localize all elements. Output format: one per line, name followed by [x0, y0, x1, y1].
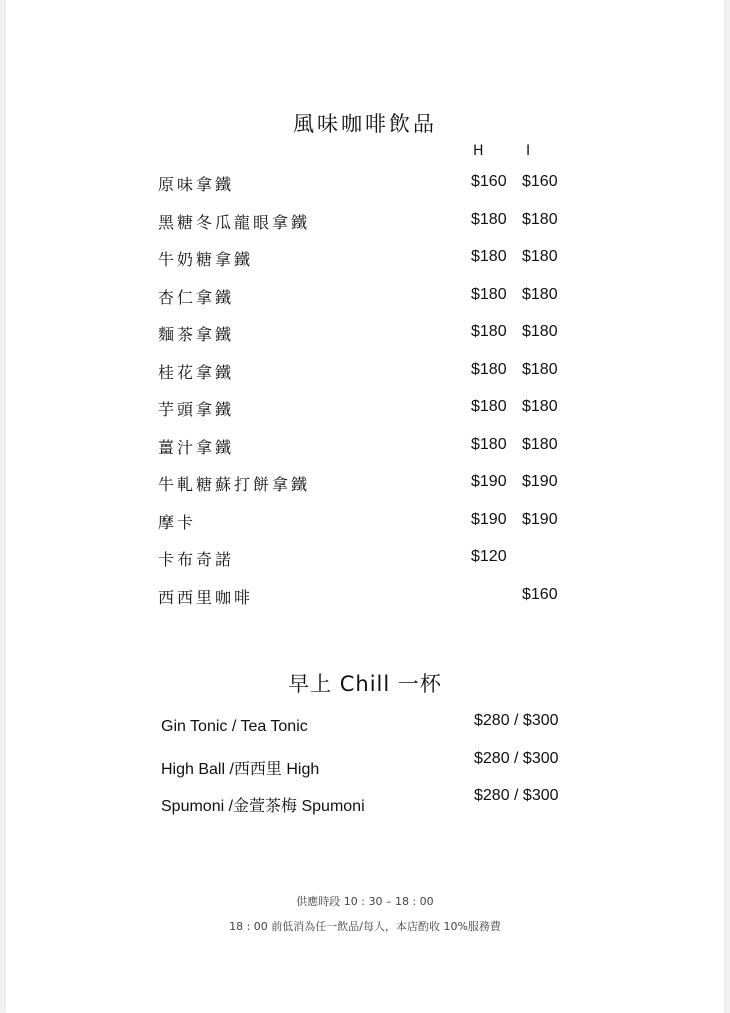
item-name: 西西里咖啡: [158, 587, 254, 607]
menu-item: [6, 283, 724, 321]
iced-price: $180: [522, 398, 558, 415]
coffee-menu-list: [6, 170, 724, 620]
item-price: $280 / $300: [474, 749, 559, 767]
item-name: High Ball /西西里 High: [161, 760, 320, 778]
item-name: 杏仁拿鐵: [158, 287, 235, 307]
menu-item: [6, 433, 724, 471]
iced-price: $190: [522, 510, 558, 528]
item-name: 摩卡: [158, 512, 197, 532]
minimum-charge-note: 18 : 00 前低消為任一飲品/每人，本店酌收 10%服務費: [229, 920, 501, 933]
menu-item: [6, 470, 724, 508]
iced-price: $180: [522, 210, 558, 228]
chill-menu-list: [6, 712, 724, 825]
menu-item: [6, 750, 724, 788]
menu-item: [6, 395, 724, 433]
menu-item: [6, 358, 724, 396]
hot-price: $180: [471, 435, 507, 453]
hot-price: $180: [471, 360, 507, 378]
iced-price: $180: [522, 435, 558, 453]
iced-price: $180: [522, 360, 558, 378]
item-name: 牛奶糖拿鐵: [158, 250, 254, 269]
menu-item: [6, 583, 724, 621]
menu-item: [6, 508, 724, 546]
menu-item: [6, 712, 724, 750]
iced-column-header: I: [526, 143, 531, 159]
hot-price: $190: [471, 510, 507, 528]
item-name: Spumoni /金萱茶梅 Spumoni: [161, 798, 365, 815]
menu-item: [6, 545, 724, 583]
menu-item: [6, 320, 724, 358]
item-name: Gin Tonic / Tea Tonic: [161, 718, 308, 735]
hot-price: $160: [471, 173, 507, 190]
item-price: $280 / $300: [474, 787, 559, 804]
hot-price: $190: [471, 473, 507, 490]
menu-item: [6, 170, 724, 208]
hot-price: $180: [471, 210, 507, 228]
item-name: 卡布奇諾: [158, 550, 235, 569]
menu-page: [6, 0, 724, 1013]
hot-price: $180: [471, 285, 507, 303]
menu-item: [6, 245, 724, 283]
item-name: 原味拿鐵: [158, 175, 235, 194]
iced-price: $190: [522, 473, 558, 490]
item-name: 芋頭拿鐵: [158, 400, 235, 419]
iced-price: $180: [522, 285, 558, 303]
iced-price: $180: [522, 323, 558, 340]
iced-price: $180: [522, 248, 558, 265]
item-name: 麵茶拿鐵: [158, 325, 235, 344]
item-name: 薑汁拿鐵: [158, 437, 235, 457]
hot-price: $180: [471, 323, 507, 340]
hot-price: $180: [471, 248, 507, 265]
service-hours: 供應時段 10 : 30 – 18 : 00: [296, 895, 434, 908]
iced-price: $160: [522, 173, 558, 190]
hot-column-header: H: [473, 143, 484, 159]
iced-price: $160: [522, 585, 558, 603]
hot-price: $120: [471, 548, 507, 565]
item-name: 牛軋糖蘇打餅拿鐵: [158, 475, 311, 494]
coffee-section-title: 風味咖啡飲品: [293, 112, 437, 136]
chill-section-title: 早上 Chill 一杯: [288, 672, 442, 696]
item-price: $280 / $300: [474, 712, 559, 729]
item-name: 黑糖冬瓜龍眼拿鐵: [158, 212, 311, 232]
menu-item: [6, 787, 724, 825]
hot-price: $180: [471, 398, 507, 415]
item-name: 桂花拿鐵: [158, 362, 235, 382]
menu-item: [6, 208, 724, 246]
